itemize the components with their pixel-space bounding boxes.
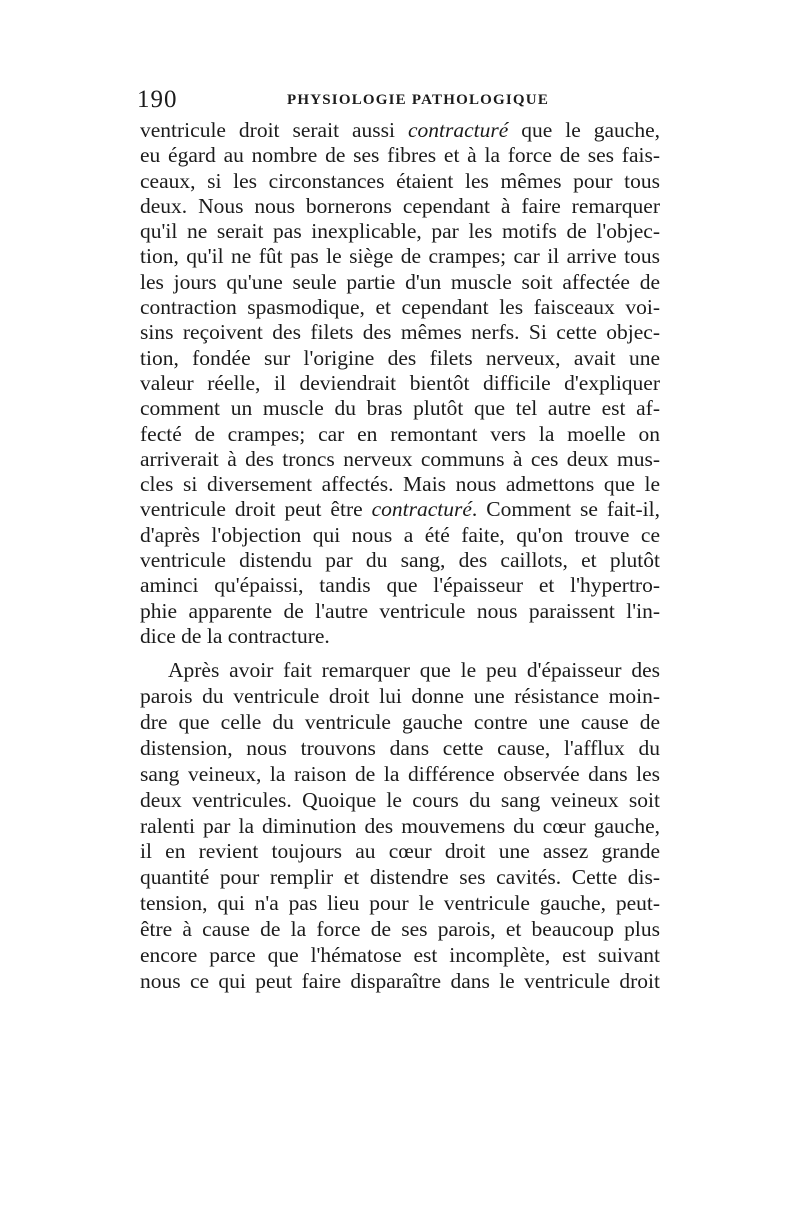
text-line: [140, 219, 660, 244]
text-segment: phie apparente de l'autre ventricule nous paraissent l'in-: [140, 598, 660, 623]
text-segment: d'après l'objection qui nous a été faite, qu'on trouve ce: [140, 522, 660, 547]
text-segment: tion, qu'il ne fût pas le siège de crampes; car il arrive tous: [140, 244, 660, 269]
text-line: [140, 169, 660, 194]
text-segment: valeur réelle, il deviendrait bientôt difficile d'expliquer: [140, 370, 660, 395]
paragraph-gap: [140, 649, 660, 658]
text-segment: fecté de crampes; car en remontant vers la moelle on: [140, 421, 660, 446]
text-segment: ventricule droit peut être: [140, 497, 372, 522]
text-segment: aminci qu'épaissi, tandis que l'épaisseur et l'hypertro-: [140, 573, 660, 598]
text-line: [140, 194, 660, 219]
text-line: [140, 497, 660, 522]
page-number: 190: [137, 86, 178, 113]
page-header: [137, 86, 667, 116]
text-line: [140, 422, 660, 447]
text-line: [140, 548, 660, 573]
text-line: [140, 244, 660, 269]
text-line: [140, 371, 660, 396]
text-segment: ceaux, si les circonstances étaient les mêmes pour tous: [140, 168, 660, 193]
text-line: [140, 320, 660, 345]
text-line: être à cause de la force de ses parois, et beaucoup plus: [140, 917, 660, 942]
text-segment: qu'il ne serait pas inexplicable, par les motifs de l'objec-: [140, 219, 660, 244]
body-text: [140, 118, 660, 995]
text-line: [140, 396, 660, 421]
text-segment: dice de la contracture.: [140, 623, 330, 648]
paragraph-1: [140, 118, 660, 649]
text-line: ralenti par la diminution des mouvemens du cœur gauche,: [140, 813, 660, 838]
text-line: [140, 143, 660, 168]
text-segment: sins reçoivent des filets des mêmes nerfs. Si cette objec-: [140, 320, 660, 345]
text-segment: les jours qu'une seule partie d'un muscle soit affectée de: [140, 269, 660, 294]
text-line: Après avoir fait remarquer que le peu d'épaisseur des: [168, 658, 660, 683]
text-segment: tion, fondée sur l'origine des filets nerveux, avait une: [140, 345, 660, 370]
text-line: [140, 599, 660, 624]
text-segment: contraction spasmodique, et cependant les faisceaux voi-: [140, 295, 660, 320]
text-segment: ventricule distendu par du sang, des caillots, et plutôt: [140, 548, 660, 573]
text-line: [140, 573, 660, 598]
text-line: parois du ventricule droit lui donne une résistance moin-: [140, 684, 660, 709]
text-line: nous ce qui peut faire disparaître dans le ventricule droit: [140, 968, 660, 993]
text-segment: . Comment se fait-il,: [471, 497, 660, 522]
text-line: sang veineux, la raison de la différence observée dans les: [140, 761, 660, 786]
text-line: [140, 472, 660, 497]
text-segment: deux. Nous nous bornerons cependant à faire remarquer: [140, 193, 660, 218]
italic-term: contracturé: [371, 497, 472, 522]
text-segment: comment un muscle du bras plutôt que tel autre est af-: [140, 396, 660, 421]
text-line: tension, qui n'a pas lieu pour le ventricule gauche, peut-: [140, 891, 660, 916]
text-segment: eu égard au nombre de ses fibres et à la force de ses fais-: [140, 143, 660, 168]
italic-term: contracturé: [407, 118, 509, 142]
text-line: deux ventricules. Quoique le cours du sang veineux soit: [140, 787, 660, 812]
running-head: PHYSIOLOGIE PATHOLOGIQUE: [287, 92, 550, 108]
text-segment: cles si diversement affectés. Mais nous admettons que le: [140, 472, 660, 497]
text-line: [140, 118, 660, 143]
text-line: encore parce que l'hématose est incomplète, est suivant: [140, 943, 660, 968]
text-segment: arriverait à des troncs nerveux communs à ces deux mus-: [140, 446, 660, 471]
text-line: [140, 346, 660, 371]
text-line: [140, 270, 660, 295]
text-line: dre que celle du ventricule gauche contre une cause de: [140, 710, 660, 735]
text-segment: ventricule droit serait aussi: [140, 118, 408, 142]
text-line: [140, 295, 660, 320]
text-line: distension, nous trouvons dans cette cause, l'afflux du: [140, 735, 660, 760]
text-line: [140, 523, 660, 548]
text-line: il en revient toujours au cœur droit une assez grande: [140, 839, 660, 864]
text-line: [140, 624, 660, 649]
text-line: [140, 447, 660, 472]
paragraph-2: [140, 658, 660, 995]
text-line: quantité pour remplir et distendre ses cavités. Cette dis-: [140, 865, 660, 890]
text-segment: que le gauche,: [508, 118, 661, 142]
